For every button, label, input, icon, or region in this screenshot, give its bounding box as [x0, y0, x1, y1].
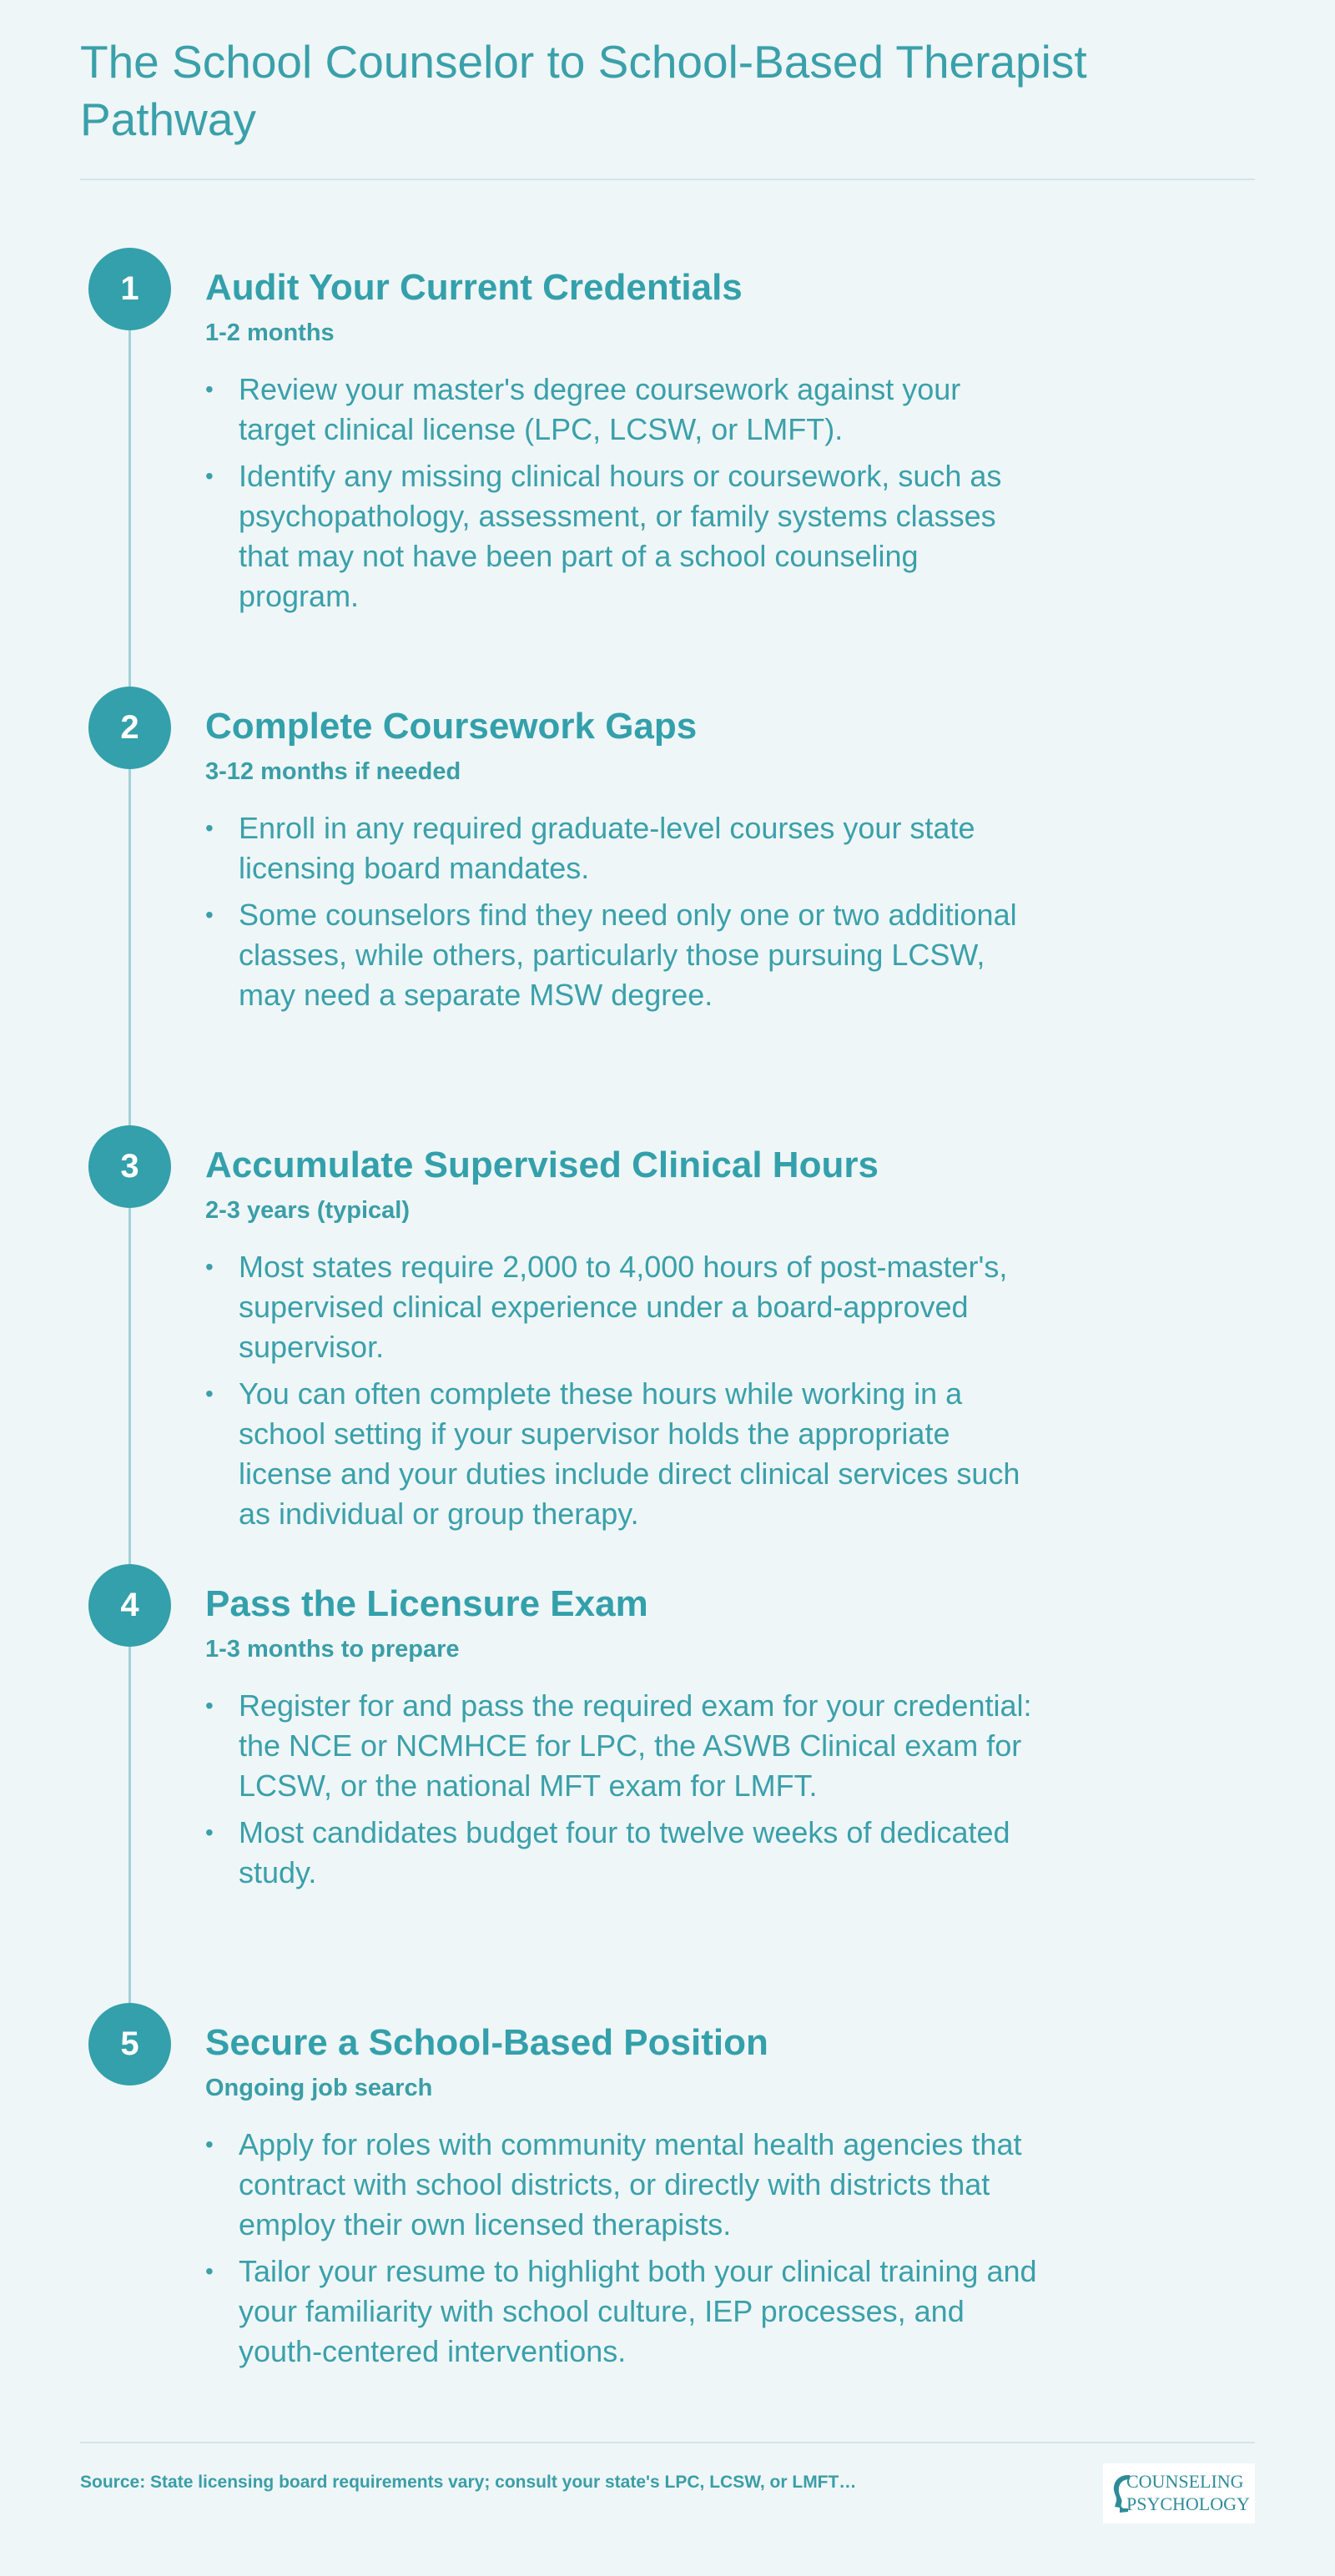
- bullet-dot-icon: •: [205, 1254, 214, 1280]
- step-content: [205, 1144, 1040, 1541]
- bullet-dot-icon: •: [205, 1819, 214, 1845]
- step-title: Secure a School-Based Position: [205, 2022, 768, 2063]
- step-content: [205, 1582, 1040, 1899]
- step-content: [205, 705, 1040, 1022]
- footer-divider: [80, 2442, 1255, 2443]
- infographic-page: [80, 0, 1255, 2576]
- step-bullet: [205, 2125, 1040, 2245]
- bullet-text: Most states require 2,000 to 4,000 hours of post-master's, supervised clinical experience under a board-approved supervisor.: [239, 1250, 1008, 1364]
- step-duration: 1-3 months to prepare: [205, 1636, 460, 1663]
- bullet-dot-icon: •: [205, 1381, 214, 1406]
- step-bullet-list: [205, 2125, 1040, 2372]
- step-bullet-list: [205, 370, 1040, 616]
- bullet-dot-icon: •: [205, 902, 214, 928]
- bullet-dot-icon: •: [205, 463, 214, 489]
- title-divider: [80, 179, 1255, 180]
- step-number-badge: 3: [88, 1125, 171, 1208]
- step-duration: 1-2 months: [205, 319, 335, 346]
- bullet-dot-icon: •: [205, 2131, 214, 2157]
- step-bullet: [205, 808, 1040, 888]
- step-number-badge: 4: [88, 1564, 171, 1647]
- bullet-dot-icon: •: [205, 2258, 214, 2284]
- bullet-text: Some counselors find they need only one or two additional classes, while others, particularly those pursuing LCSW, may need a separate MSW degree.: [239, 898, 1017, 1012]
- step-duration: Ongoing job search: [205, 2075, 433, 2101]
- bullet-text: Apply for roles with community mental health agencies that contract with school districts, or directly with districts that employ their own licensed therapists.: [239, 2127, 1022, 2241]
- step-bullet: [205, 2251, 1040, 2372]
- step-title: Complete Coursework Gaps: [205, 706, 698, 747]
- step-bullet: [205, 895, 1040, 1015]
- step-bullet: [205, 456, 1040, 616]
- step-bullet: [205, 1813, 1040, 1893]
- bullet-text: Most candidates budget four to twelve weeks of dedicated study.: [239, 1815, 1010, 1889]
- step-duration: 3-12 months if needed: [205, 758, 461, 785]
- step-title: Accumulate Supervised Clinical Hours: [205, 1145, 879, 1185]
- bullet-text: Identify any missing clinical hours or coursework, such as psychopathology, assessment, or family systems classes that may not have been part of a school counseling program.: [239, 459, 1002, 613]
- bullet-dot-icon: •: [205, 376, 214, 402]
- step-duration: 2-3 years (typical): [205, 1197, 411, 1224]
- step-number-badge: 2: [88, 687, 171, 769]
- step-bullet: [205, 1374, 1040, 1534]
- step-bullet-list: [205, 1686, 1040, 1893]
- bullet-text: Tailor your resume to highlight both your clinical training and your familiarity with school culture, IEP processes, and youth-centered interventions.: [239, 2254, 1037, 2368]
- source-note: Source: State licensing board requirements vary; consult your state's LPC, LCSW, or LMFT…: [80, 2473, 857, 2492]
- logo-word-counseling: COUNSELING: [1126, 2471, 1244, 2492]
- step-title: Audit Your Current Credentials: [205, 267, 743, 308]
- step-bullet-list: [205, 808, 1040, 1015]
- step-number-badge: 1: [88, 248, 171, 330]
- step-number-badge: 5: [88, 2003, 171, 2085]
- bullet-dot-icon: •: [205, 815, 214, 841]
- step-content: [205, 266, 1040, 623]
- bullet-text: Enroll in any required graduate-level courses your state licensing board mandates.: [239, 811, 975, 885]
- step-bullet: [205, 1686, 1040, 1806]
- step-bullet: [205, 1247, 1040, 1367]
- logo-word-psychology: PSYCHOLOGY: [1126, 2493, 1250, 2514]
- page-title: The School Counselor to School-Based Therapist Pathway: [80, 36, 1087, 145]
- bullet-text: Review your master's degree coursework against your target clinical license (LPC, LCSW, or LMFT).: [239, 372, 961, 446]
- step-bullet: [205, 370, 1040, 450]
- step-title: Pass the Licensure Exam: [205, 1583, 648, 1624]
- counseling-psychology-logo: [1103, 2463, 1255, 2523]
- bullet-text: Register for and pass the required exam for your credential: the NCE or NCMHCE for LPC, the ASWB Clinical exam for LCSW, or the national MFT exam for LMFT.: [239, 1688, 1032, 1803]
- bullet-text: You can often complete these hours while working in a school setting if your supervisor holds the appropriate license and your duties include direct clinical services such as individual or group therapy.: [239, 1376, 1020, 1531]
- step-content: [205, 2021, 1040, 2378]
- bullet-dot-icon: •: [205, 1693, 214, 1718]
- step-bullet-list: [205, 1247, 1040, 1534]
